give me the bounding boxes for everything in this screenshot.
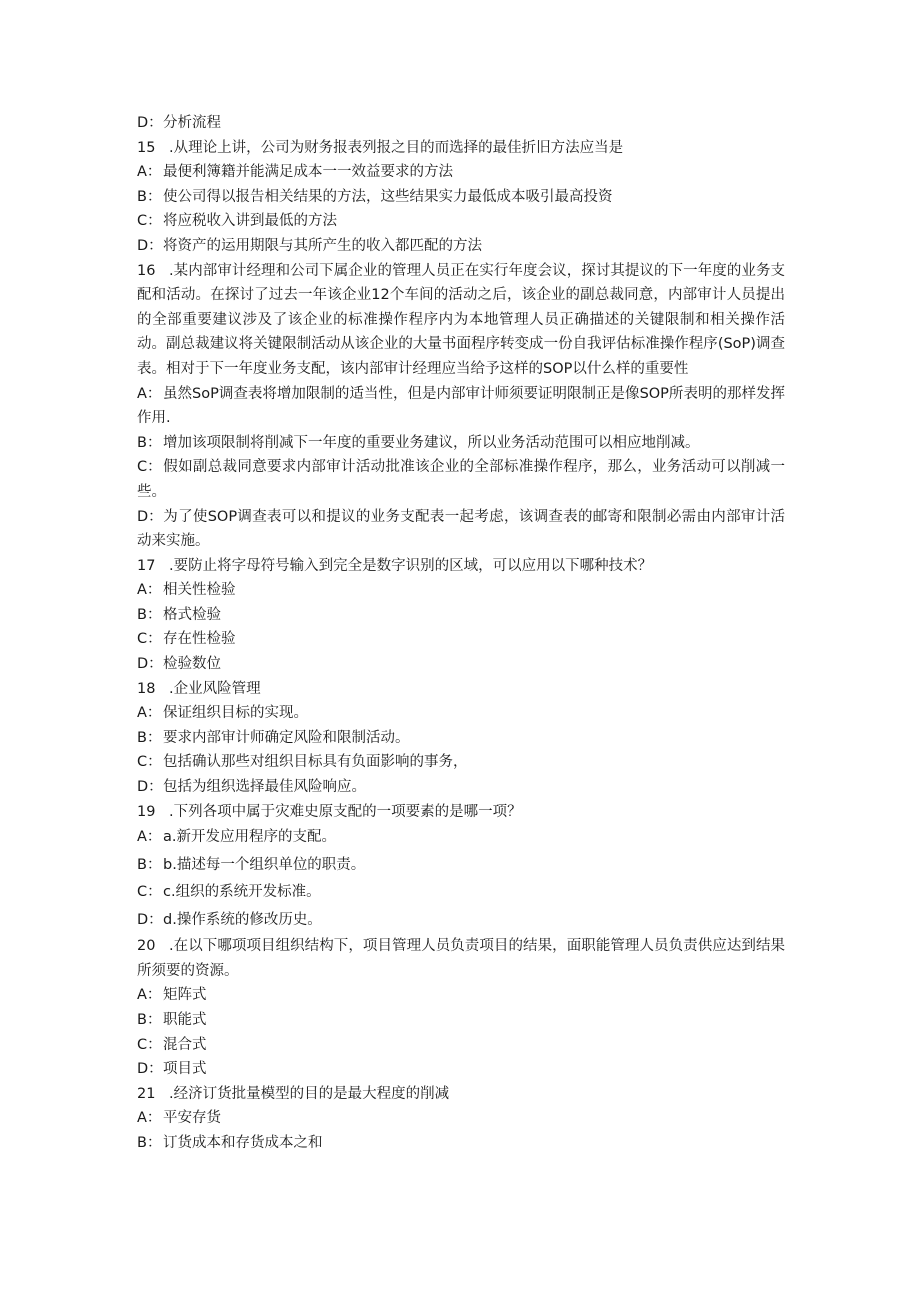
answer-option — [137, 505, 785, 554]
answer-option — [137, 701, 785, 726]
question-number: 20 — [137, 938, 156, 955]
answer-option — [137, 185, 785, 210]
answer-option — [137, 775, 785, 800]
answer-option — [137, 750, 785, 775]
question-text: .要防止将字母符号输入到完全是数字识别的区域，可以应用以下哪种技术？ — [169, 557, 653, 574]
answer-option — [137, 578, 785, 603]
option-label: C： — [137, 459, 162, 476]
question-16 — [137, 259, 785, 382]
document-body — [137, 111, 785, 1156]
option-label: B： — [137, 729, 162, 746]
option-label: B： — [137, 1134, 162, 1151]
question-text: .经济订货批量模型的目的是最大程度的削减 — [169, 1085, 450, 1102]
option-label: A： — [137, 164, 162, 181]
option-text: 要求内部审计师确定风险和限制活动。 — [163, 729, 410, 746]
question-number: 18 — [137, 680, 156, 697]
answer-option — [137, 1131, 785, 1156]
option-label: B： — [137, 188, 162, 205]
option-label: D： — [137, 1061, 163, 1078]
option-text: 增加该项限制将削减下一年度的重要业务建议，所以业务活动范围可以相应地削减。 — [163, 434, 700, 451]
option-label: A： — [137, 705, 162, 722]
answer-option — [137, 627, 785, 652]
option-text: 包括为组织选择最佳风险响应。 — [163, 779, 366, 796]
option-text: 矩阵式 — [163, 987, 207, 1004]
option-text: 平安存货 — [163, 1110, 221, 1127]
option-text: 分析流程 — [163, 115, 221, 131]
answer-option — [137, 234, 785, 259]
option-label: D： — [137, 656, 163, 673]
answer-option — [137, 726, 785, 751]
option-label: D： — [137, 508, 163, 525]
option-text: 最便利簿籍并能满足成本一一效益要求的方法 — [163, 164, 453, 181]
question-20 — [137, 934, 785, 983]
question-number: 16 — [137, 262, 156, 279]
option-text: 将应税收入讲到最低的方法 — [163, 213, 337, 230]
option-label: C： — [137, 754, 162, 771]
option-label: D： — [137, 237, 163, 254]
option-text: 假如副总裁同意要求内部审计活动批准该企业的全部标准操作程序，那么，业务活动可以削减一些。 — [137, 459, 785, 500]
option-text: a.新开发应用程序的支配。 — [163, 829, 336, 846]
answer-option — [137, 111, 785, 136]
option-text: 使公司得以报告相关结果的方法，这些结果实力最低成本吸引最高投资 — [163, 188, 613, 205]
question-text: .下列各项中属于灾难史原支配的一项要素的是哪一项？ — [169, 803, 522, 820]
option-label: B： — [137, 1012, 162, 1028]
answer-option — [137, 652, 785, 677]
answer-option — [137, 209, 785, 234]
question-number: 17 — [137, 557, 156, 574]
option-label: C： — [137, 884, 162, 901]
option-text: 职能式 — [163, 1012, 207, 1028]
answer-option — [137, 1033, 785, 1058]
question-19 — [137, 800, 785, 825]
answer-option — [137, 603, 785, 628]
option-text: 格式检验 — [163, 606, 221, 623]
option-label: A： — [137, 385, 162, 402]
question-18 — [137, 677, 785, 702]
option-label: C： — [137, 631, 162, 648]
question-number: 15 — [137, 139, 156, 156]
answer-option — [137, 824, 785, 852]
option-label: A： — [137, 829, 162, 846]
option-text: 包括确认那些对组织目标具有负面影响的事务， — [163, 754, 468, 771]
option-label: D： — [137, 911, 163, 928]
answer-option — [137, 431, 785, 456]
option-text: 虽然SoP调查表将增加限制的适当性，但是内部审计师须要证明限制正是像SOP所表明的那样发挥作用. — [137, 385, 785, 427]
question-text: .企业风险管理 — [169, 680, 261, 697]
option-label: A： — [137, 1110, 162, 1127]
question-15 — [137, 136, 785, 161]
question-text: .在以下哪项项目组织结构下，项目管理人员负责项目的结果，面职能管理人员负责供应达到结果所须要的资源。 — [137, 938, 785, 979]
question-number: 21 — [137, 1085, 156, 1102]
answer-option — [137, 1106, 785, 1131]
answer-option — [137, 455, 785, 504]
option-label: B： — [137, 434, 162, 451]
option-text: 存在性检验 — [163, 631, 236, 648]
option-label: B： — [137, 606, 162, 623]
option-text: 为了使SOP调查表可以和提议的业务支配表一起考虑，该调查表的邮寄和限制必需由内部审计活动来实施。 — [137, 508, 785, 550]
question-text: .某内部审计经理和公司下属企业的管理人员正在实行年度会议，探讨其提议的下一年度的业务支配和活动。在探讨了过去一年该企业12个车间的活动之后，该企业的副总裁同意，内部审计人员提出的全部重要建议涉及了该企业的标准操作程序内为本地管理人员正确描述的关键限制和相关操作活动。副总裁建议将关键限制活动从该企业的大量书面程序转变成一份自我评估标准操作程序(SoP)调查表。相对于下一年度业务支配，该内部审计经理应当给予这样的SOP以什么样的重要性 — [137, 262, 785, 377]
answer-option — [137, 983, 785, 1008]
question-21 — [137, 1082, 785, 1107]
option-text: 将资产的运用期限与其所产生的收入都匹配的方法 — [163, 237, 482, 254]
option-text: 保证组织目标的实现。 — [163, 705, 308, 722]
question-text: .从理论上讲，公司为财务报表列报之目的而选择的最佳折旧方法应当是 — [169, 139, 624, 156]
option-label: D： — [137, 779, 163, 796]
option-label: A： — [137, 987, 162, 1004]
option-text: c.组织的系统开发标准。 — [163, 884, 321, 901]
answer-option — [137, 907, 785, 935]
option-text: b.描述每一个组织单位的职责。 — [163, 856, 366, 873]
option-label: D： — [137, 115, 163, 131]
option-label: C： — [137, 1036, 162, 1053]
answer-option — [137, 1008, 785, 1033]
option-label: A： — [137, 582, 162, 599]
answer-option — [137, 852, 785, 880]
question-17 — [137, 554, 785, 579]
answer-option — [137, 382, 785, 431]
answer-option — [137, 1057, 785, 1082]
answer-option — [137, 879, 785, 907]
option-text: 项目式 — [163, 1061, 207, 1078]
option-text: 混合式 — [163, 1036, 207, 1053]
option-text: 订货成本和存货成本之和 — [163, 1134, 323, 1151]
question-number: 19 — [137, 803, 156, 820]
option-text: 相关性检验 — [163, 582, 236, 599]
option-label: B： — [137, 856, 162, 873]
option-text: d.操作系统的修改历史。 — [163, 911, 322, 928]
option-label: C： — [137, 213, 162, 230]
answer-option — [137, 160, 785, 185]
option-text: 检验数位 — [163, 656, 221, 673]
